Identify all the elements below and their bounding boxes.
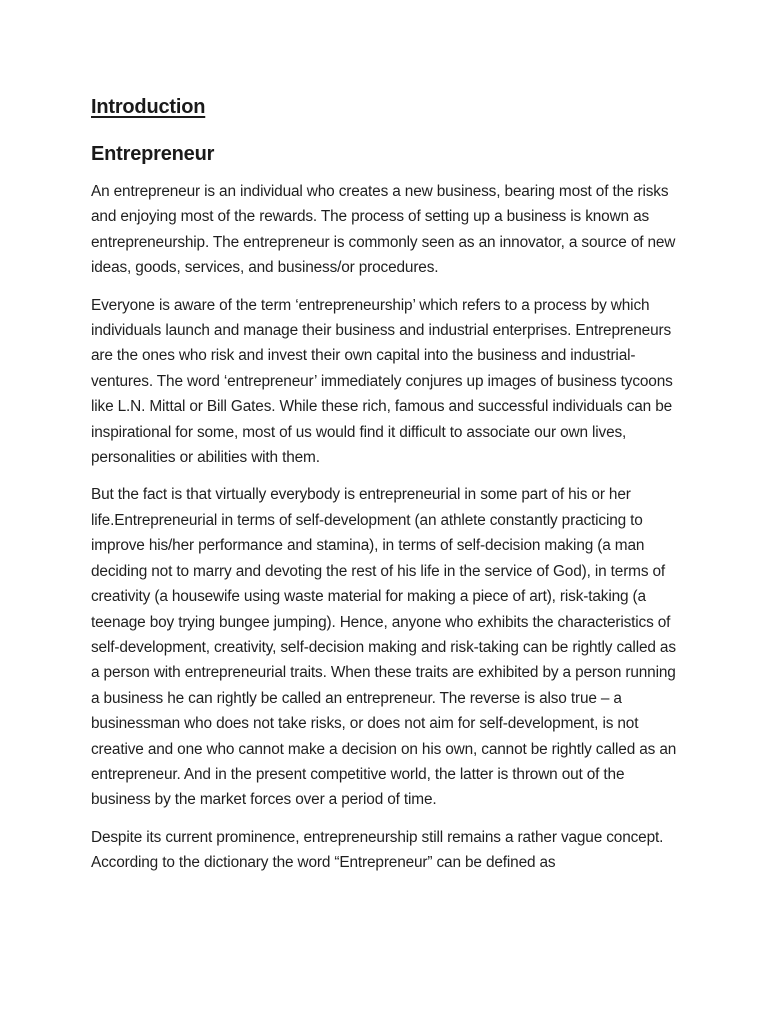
document-title: Introduction (91, 96, 206, 118)
paragraph-2: Everyone is aware of the term ‘entrepreneurship’ which refers to a process by which individuals launch and manage their business and industrial enterprises. Entrepreneurs are the ones who risk and invest their own capital into the business and industrial-ventures. The word ‘entrepreneur’ immediately conjures up images of business tycoons like L.N. Mittal or Bill Gates. While these rich, famous and successful individuals can be inspirational for some, most of us would find it difficult to associate our own lives, personalities or abilities with them. (91, 296, 673, 467)
section-heading: Entrepreneur (91, 143, 215, 165)
paragraph-1: An entrepreneur is an individual who creates a new business, bearing most of the risks and enjoying most of the rewards. The process of setting up a business is known as entrepreneurship. The entrepreneur is commonly seen as an innovator, a source of new ideas, goods, services, and business/or procedures. (91, 183, 676, 277)
paragraph-4: Despite its current prominence, entrepreneurship still remains a rather vague concept. According to the dictionary the word “Entrepreneur” can be defined as (91, 828, 664, 872)
document-body (91, 92, 681, 876)
paragraph-3: But the fact is that virtually everybody is entrepreneurial in some part of his or her life.Entrepreneurial in terms of self-development (an athlete constantly practicing to improve his/her performance and stamina), in terms of self-decision making (a man deciding not to marry and devoting the rest of his life in the service of God), in terms of creativity (a housewife using waste material for making a piece of art), risk-taking (a teenage boy trying bungee jumping). Hence, anyone who exhibits the characteristics of self-development, creativity, self-decision making and risk-taking can be rightly called as a person with entrepreneurial traits. When these traits are exhibited by a person running a business he can rightly be called an entrepreneur. The reverse is also true – a businessman who does not take risks, or does not aim for self-development, is not creative and one who cannot make a decision on his own, cannot be rightly called as an entrepreneur. And in the present competitive world, the latter is thrown out of the business by the market forces over a period of time. (91, 486, 677, 809)
